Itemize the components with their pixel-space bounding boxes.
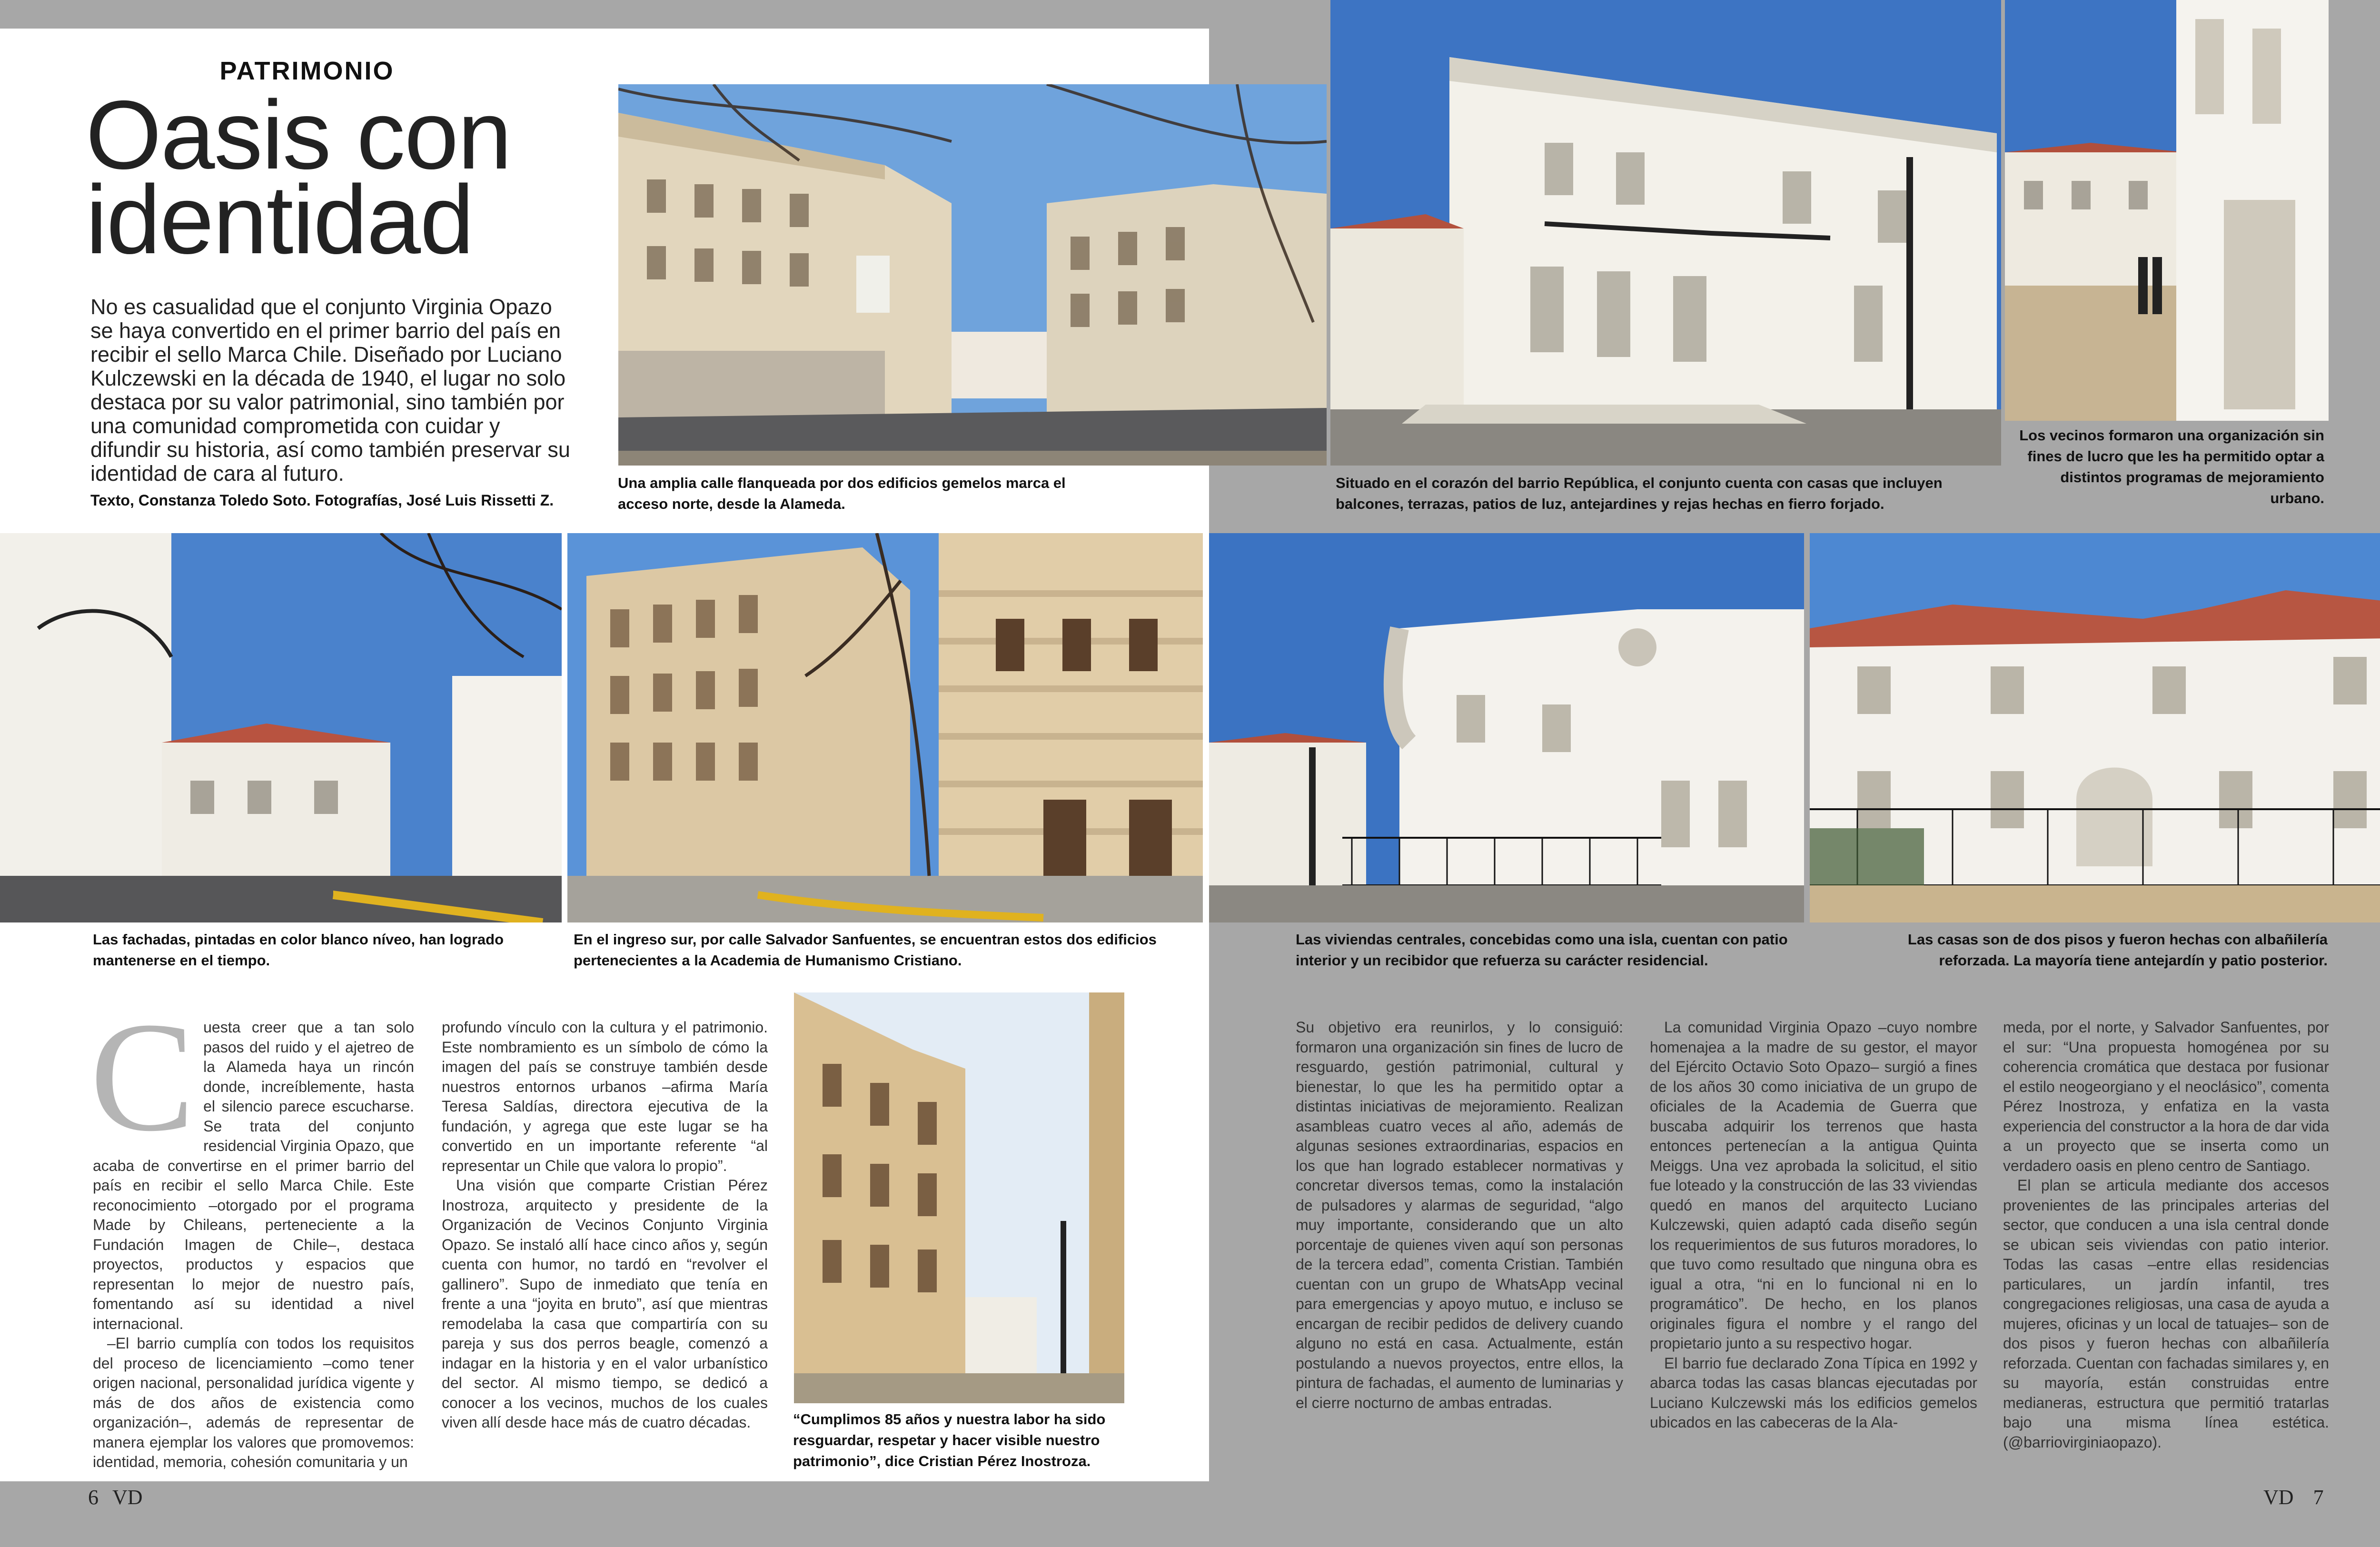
headline [86, 80, 511, 274]
section-label: PATRIMONIO [219, 57, 395, 85]
photo-alameda-street [618, 84, 1327, 466]
lead-paragraph: No es casualidad que el conjunto Virginia Opazo se haya convertido en el primer barrio del país en recibir el sello Marca Chile. Diseñado por Luciano Kulczewski en la década de 1940, el lugar no solo destaca por su valor patrimonial, sino también por una comunidad comprometida con cuidar y difundir su historia, así como también preservar su identidad de cara al futuro. [90, 295, 570, 486]
photo-casas-dos-pisos [1810, 533, 2380, 922]
byline: Texto, Constanza Toledo Soto. Fotografías, José Luis Rissetti Z. [90, 492, 554, 509]
brand-right: VD [2263, 1486, 2294, 1509]
caption-republica: Situado en el corazón del barrio República, el conjunto cuenta con casas que incluyen balcones, terrazas, patios de luz, antejardines y rejas hechas en fierro forjado. [1336, 475, 1943, 512]
headline-line-1: Oasis con [86, 80, 511, 189]
body-column-3 [1296, 1018, 1623, 1413]
photo-edificio-sanfuentes [794, 992, 1124, 1403]
body-paragraph: Una visión que comparte Cristian Pérez Inostroza, arquitecto y presidente de la Organización de Vecinos Conjunto Virginia Opazo. Se instaló allí hace cinco años y, según cuenta con humor, no tardó en “revolver el gallinero”. Supo de inmediato que tenía en frente a una “joyita en bruto”, así que mientras remodelaba la casa que compartiría con su pareja y sus dos perros beagle, comenzó a indagar en la historia y en el valor urbanístico del sector. Al mismo tiempo, se dedicó a conocer a los vecinos, muchos de los cuales viven allí desde hace más de cuatro décadas. [442, 1177, 768, 1431]
caption-fachadas: Las fachadas, pintadas en color blanco níveo, han logrado mantenerse en el tiempo. [93, 931, 504, 969]
folio-left [88, 1485, 143, 1509]
body-paragraph: –El barrio cumplía con todos los requisitos del proceso de licenciamiento –como tener origen nacional, personalidad jurídica vigente y más de dos años de existencia como organización–, además de representar de manera ejemplar los valores que promovemos: identidad, memoria, cohesión comunitaria y un [93, 1335, 414, 1470]
caption-alameda: Una amplia calle flanqueada por dos edificios gemelos marca el acceso norte, desde la Alameda. [618, 475, 1066, 512]
photo-fachadas [0, 533, 562, 922]
photo-vecinos-street [2005, 0, 2329, 421]
caption-casas-dos-pisos: Las casas son de dos pisos y fueron hechas con albañilería reforzada. La mayoría tiene antejardín y patio posterior. [1907, 931, 2328, 969]
photo-viviendas-centrales [1209, 533, 1804, 922]
body-paragraph: meda, por el norte, y Salvador Sanfuentes, por el sur: “Una propuesta homogénea por su coherencia cromática que destaca por fusionar el estilo neogeorgiano y el neoclásico”, comenta Pérez Inostroza, y enfatiza en la vasta experiencia del constructor a la hora de dar vida a un proyecto que se inserta como un verdadero oasis en pleno centro de Santiago. [2003, 1019, 2329, 1174]
caption-viviendas-centrales: Las viviendas centrales, concebidas como una isla, cuentan con patio interior y un recibidor que refuerza su carácter residencial. [1296, 931, 1788, 969]
body-paragraph: Su objetivo era reunirlos, y lo consiguió: formaron una organización sin fines de lucro de resguardo, gestión patrimonial, cultural y bienestar, lo que les ha permitido optar a distintas iniciativas de mejoramiento. Realizan asambleas cuatro veces al año, además de algunas sesiones extraordinarias, espacios en los que han logrado establecer normativas y concretar diversos temas, como la instalación de pulsadores y alarmas de seguridad, “algo muy importante, considerando que un alto porcentaje de quienes viven aquí son personas de la tercera edad”, comenta Cristian. También cuentan con un grupo de WhatsApp vecinal para emergencias y apoyo mutuo, e incluso se encargan de recibir pedidos de delivery cuando alguno no está en casa. Actualmente, están postulando a nuevos proyectos, entre ellos, la pintura de fachadas, el aumento de luminarias y el cierre nocturno de ambas entradas. [1296, 1019, 1623, 1411]
page-number-left: 6 [88, 1486, 99, 1509]
brand-left: VD [112, 1486, 143, 1509]
photo-ingreso-sur [567, 533, 1203, 922]
body-paragraph: El plan se articula mediante dos accesos provenientes de las principales arterias del sector, que conducen a una isla central donde se ubican seis viviendas con patio interior. Todas las casas –entre ellas residencias particulares, un jardín infantil, tres congregaciones religiosas, una casa de ayuda a mujeres, oficinas y un local de tatuajes– son de dos pisos y fueron hechas con albañilería reforzada. Cuentan con fachadas similares y, en su mayoría, están construidas entre medianeras, estructura que permitió tratarlas bajo una misma línea estética. (@barriovirginiaopazo). [2003, 1177, 2329, 1451]
caption-vecinos: Los vecinos formaron una organización sin fines de lucro que les ha permitido optar a distintos programas de mejoramiento urbano. [2019, 427, 2324, 506]
caption-ingreso-sur: En el ingreso sur, por calle Salvador Sanfuentes, se encuentran estos dos edificios pertenecientes a la Academia de Humanismo Cristiano. [574, 931, 1157, 969]
body-column-2 [442, 1018, 768, 1433]
folio-right [2263, 1485, 2324, 1509]
headline-line-2: identidad [86, 165, 474, 274]
body-paragraph: El barrio fue declarado Zona Típica en 1992 y abarca todas las casas blancas ejecutadas por Luciano Kulczewski más los edificios gemelos ubicados en las cabeceras de la Ala- [1650, 1354, 1977, 1431]
body-paragraph: profundo vínculo con la cultura y el patrimonio. Este nombramiento es un símbolo de cómo la imagen del país se construye también desde nuestros entornos urbanos –afirma María Teresa Saldías, directora ejecutiva de la fundación, y agrega que este lugar se ha convertido en un importante referente “al representar un Chile que valora lo propio”. [442, 1019, 768, 1174]
body-column-1 [90, 990, 414, 1472]
body-column-5 [2003, 1018, 2329, 1452]
dropcap: C [90, 990, 195, 1164]
body-paragraph: uesta creer que a tan solo pasos del ruido y el ajetreo de la Alameda haya un rincón donde, increíblemente, hasta el silencio parece escucharse. Se trata del conjunto residencial Virginia Opazo, que acaba de convertirse en el primer barrio del país en recibir el sello Marca Chile. Este reconocimiento –otorgado por el programa Made by Chileans, perteneciente a la Fundación Imagen de Chile–, destaca proyectos, productos y espacios que representan lo mejor de nuestro país, fomentando así su identidad a nivel internacional. [93, 1019, 414, 1332]
body-column-4 [1650, 1018, 1977, 1433]
body-paragraph: La comunidad Virginia Opazo –cuyo nombre homenajea a la madre de su gestor, el mayor del Ejército Octavio Soto Opazo– surgió a fines de los años 30 como iniciativa de un grupo de oficiales de la Academia de Guerra que buscaba adquirir los terrenos que hasta entonces pertenecían a la antigua Quinta Meiggs. Una vez aprobada la solicitud, el sitio fue loteado y la construcción de las 33 viviendas quedó en manos del arquitecto Luciano Kulczewski, quien adaptó cada diseño según los requerimientos de sus futuros moradores, lo que tuvo como resultado que ninguna obra es igual a otra, “ni en lo funcional ni en lo programático”. De hecho, en los planos originales figura el nombre y el rango del propietario junto a su respectivo hogar. [1650, 1019, 1977, 1352]
caption-quote: “Cumplimos 85 años y nuestra labor ha sido resguardar, respetar y hacer visible nuestro patrimonio”, dice Cristian Pérez Inostroza. [793, 1411, 1106, 1469]
photo-republica-corner [1330, 0, 2001, 466]
page-number-right: 7 [2313, 1486, 2324, 1509]
